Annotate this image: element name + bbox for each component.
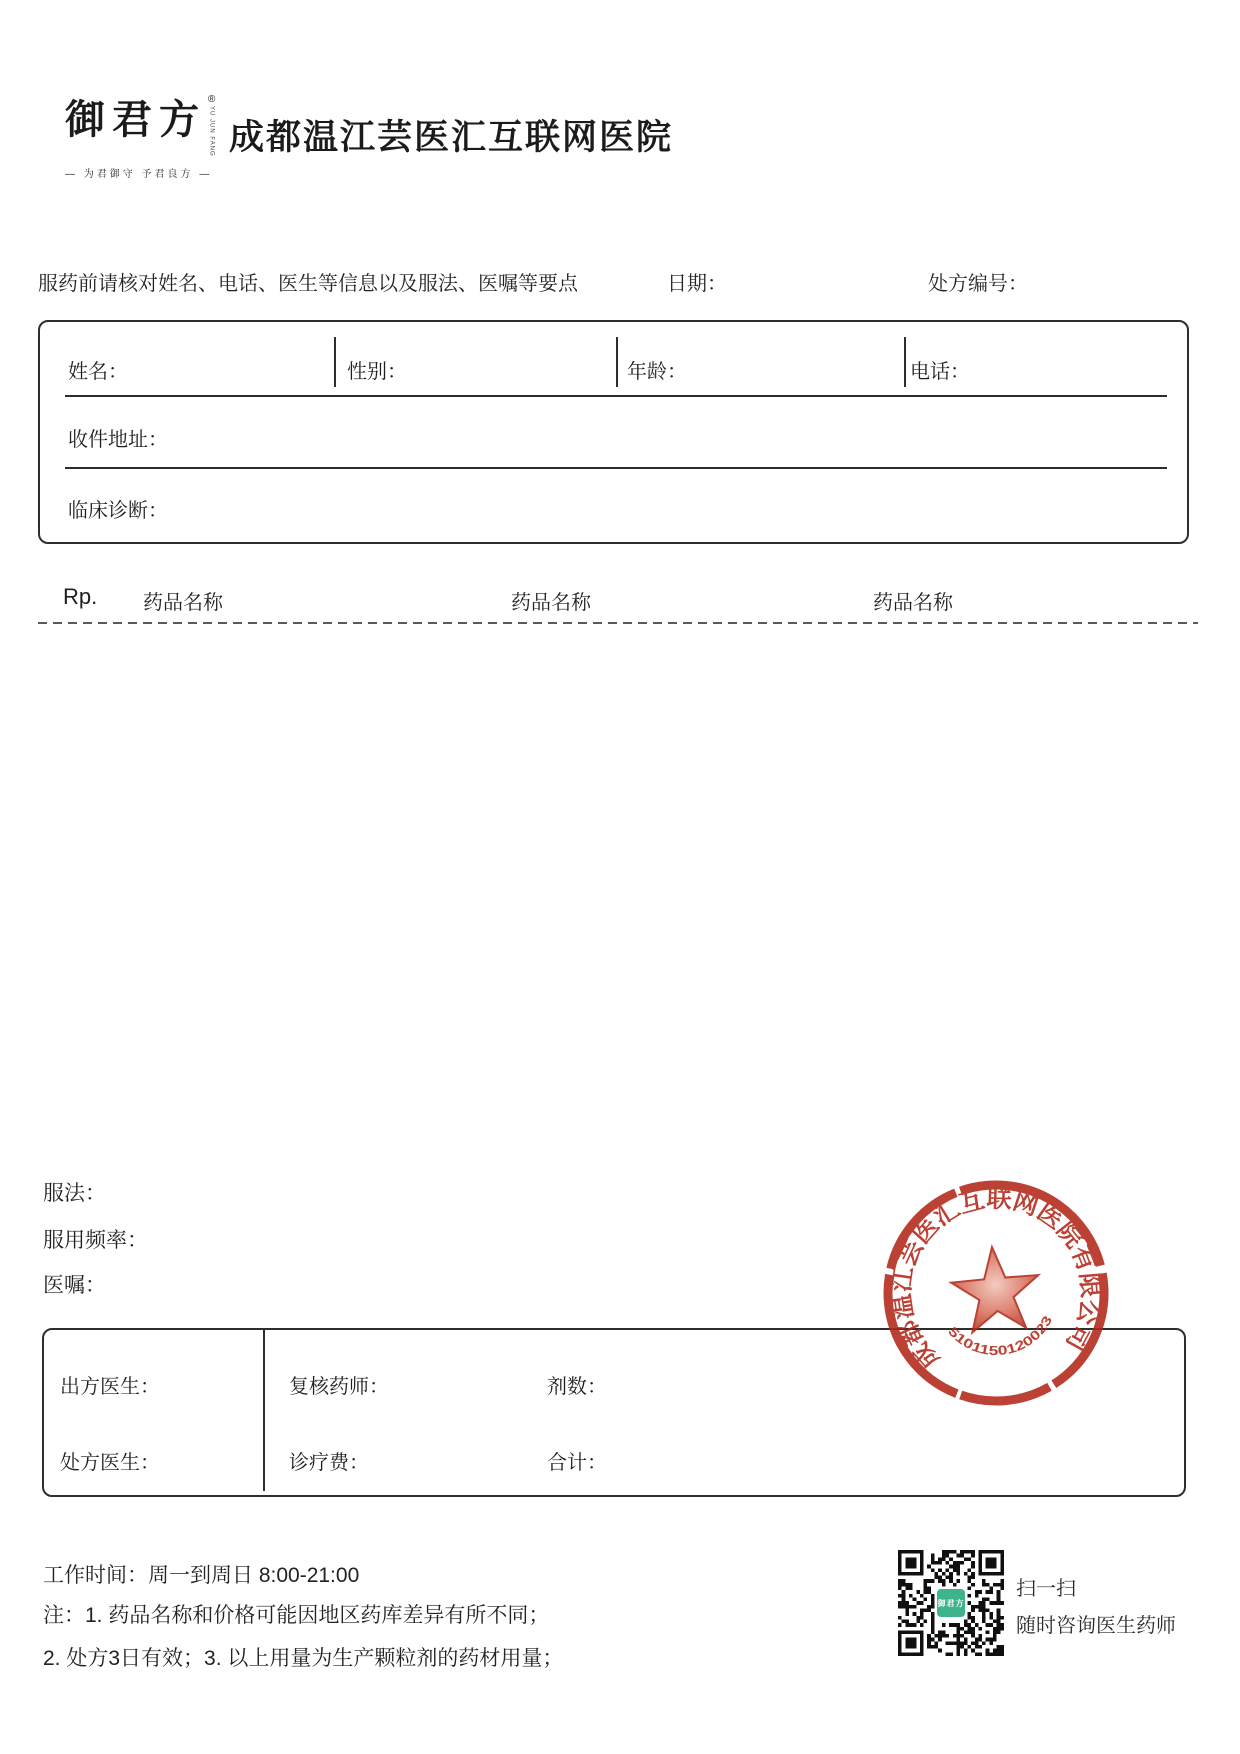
brand-tagline: — 为君御守 予君良方 —: [65, 168, 213, 180]
svg-text:5101150120023: [944, 1312, 1058, 1363]
stamp-star-icon: [948, 1243, 1042, 1334]
row-divider: [65, 395, 1167, 397]
gender-field-label: 性别：: [347, 361, 407, 383]
reviewing-pharmacist-label: 复核药师：: [289, 1376, 389, 1398]
work-hours-text: 工作时间：周一到周日 8:00-21:00: [43, 1564, 360, 1587]
usage-method-label: 服法：: [43, 1182, 106, 1205]
stamp-registration-number: 5101150120023: [945, 1315, 1054, 1359]
phone-field-label: 电话：: [910, 361, 970, 383]
hospital-title: 成都温江芸医汇互联网医院: [229, 118, 674, 157]
qr-caption-consult: 随时咨询医生药师: [1016, 1615, 1176, 1637]
hospital-stamp: [868, 1165, 1124, 1421]
brand-logo-text: 御君方: [65, 96, 206, 143]
qr-caption-scan: 扫一扫: [1016, 1578, 1076, 1600]
age-field-label: 年龄：: [627, 361, 687, 383]
note-line-1: 注：1. 药品名称和价格可能因地区药库差异有所不同；: [43, 1604, 550, 1627]
rp-label: Rp.: [63, 584, 98, 609]
drug-name-column-header: 药品名称: [511, 592, 591, 614]
rp-separator-dashed-line: [38, 622, 1198, 624]
drug-name-column-header: 药品名称: [143, 592, 223, 614]
row-divider: [65, 467, 1167, 469]
brand-logo-pinyin: YU JUN FANG: [208, 106, 215, 157]
consult-fee-label: 诊疗费：: [289, 1452, 369, 1474]
issuing-doctor-label: 处方医生：: [60, 1452, 160, 1474]
total-label: 合计：: [547, 1452, 607, 1474]
rx-number-field-label: 处方编号：: [928, 273, 1028, 295]
doctor-advice-label: 医嘱：: [43, 1274, 106, 1297]
usage-frequency-label: 服用频率：: [43, 1229, 148, 1252]
prescribing-doctor-label: 出方医生：: [60, 1376, 160, 1398]
patient-info-box: [38, 320, 1189, 544]
qr-center-logo: [935, 1587, 967, 1619]
dose-count-label: 剂数：: [547, 1376, 607, 1398]
note-line-2: 2. 处方3日有效；3. 以上用量为生产颗粒剂的药材用量；: [43, 1647, 564, 1670]
cell-divider: [616, 337, 618, 387]
qr-code: [898, 1550, 1004, 1656]
address-field-label: 收件地址：: [68, 429, 168, 451]
diagnosis-field-label: 临床诊断：: [68, 500, 168, 522]
name-field-label: 姓名：: [68, 361, 128, 383]
stamp-ring-text: 成都温江芸医汇互联网医院有限公司: [887, 1184, 1105, 1375]
cell-divider: [334, 337, 336, 387]
notice-text: 服药前请核对姓名、电话、医生等信息以及服法、医嘱等要点: [38, 273, 578, 295]
registered-trademark-icon: ®: [208, 94, 216, 105]
brand-logo: [65, 94, 216, 180]
cell-divider: [904, 337, 906, 387]
date-field-label: 日期：: [667, 273, 727, 295]
qr-center-logo-text: 御君方: [937, 1598, 965, 1608]
cell-divider: [263, 1330, 265, 1491]
drug-name-column-header: 药品名称: [873, 592, 953, 614]
